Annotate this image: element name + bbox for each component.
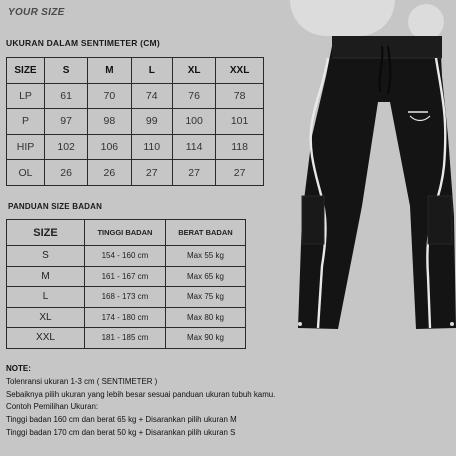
table-header-cell: SIZE [7,220,85,246]
row-label: OL [7,160,45,186]
table-cell: 76 [172,83,215,109]
table-cell: 97 [45,109,88,135]
table-cell: 118 [216,134,264,160]
row-label: XL [7,307,85,328]
table-cell: 154 - 160 cm [85,246,166,267]
row-label: LP [7,83,45,109]
table-cell: 100 [172,109,215,135]
table-cell: 168 - 173 cm [85,287,166,308]
row-label: HIP [7,134,45,160]
table-header-cell: XXL [216,58,264,84]
notes-section [6,363,452,440]
table-cell: 102 [45,134,88,160]
background-decoration-circle [408,4,444,40]
table-header-cell: BERAT BADAN [165,220,245,246]
table-header-cell: M [88,58,131,84]
table-header-row [7,220,246,246]
size-chart-title: UKURAN DALAM SENTIMETER (CM) [6,38,160,48]
table-cell: 181 - 185 cm [85,328,166,349]
table-row [7,266,246,287]
table-cell: 161 - 167 cm [85,266,166,287]
table-cell: Max 80 kg [165,307,245,328]
note-line: Contoh Pemilihan Ukuran: [6,402,99,412]
table-header-cell: S [45,58,88,84]
table-cell: 106 [88,134,131,160]
body-guide-table [6,219,246,349]
background-decoration [290,0,395,36]
note-line: Tolenransi ukuran 1-3 cm ( SENTIMETER ) [6,376,158,386]
table-cell: 74 [131,83,172,109]
table-cell: 61 [45,83,88,109]
table-row [7,328,246,349]
row-label: L [7,287,85,308]
table-row [7,109,264,135]
table-cell: 110 [131,134,172,160]
table-cell: Max 90 kg [165,328,245,349]
table-row [7,134,264,160]
table-header-cell: TINGGI BADAN [85,220,166,246]
table-cell: Max 65 kg [165,266,245,287]
page-header: YOUR SIZE [8,7,65,18]
table-header-cell: SIZE [7,58,45,84]
table-cell: 99 [131,109,172,135]
row-label: S [7,246,85,267]
table-cell: 27 [216,160,264,186]
note-line: Sebaiknya pilih ukuran yang lebih besar sesuai panduan ukuran tubuh kamu. [6,389,276,399]
row-label: P [7,109,45,135]
table-row [7,83,264,109]
table-cell: 26 [45,160,88,186]
body-guide-title: PANDUAN SIZE BADAN [8,202,103,211]
table-cell: 114 [172,134,215,160]
table-cell: 70 [88,83,131,109]
notes-title: NOTE: [6,364,31,373]
table-cell: 26 [88,160,131,186]
table-header-cell: L [131,58,172,84]
table-cell: Max 75 kg [165,287,245,308]
table-cell: 27 [172,160,215,186]
note-line: Tinggi badan 160 cm dan berat 65 kg + Disarankan pilih ukuran M [6,415,237,425]
table-header-row [7,58,264,84]
table-row [7,160,264,186]
table-cell: 27 [131,160,172,186]
table-cell: 98 [88,109,131,135]
table-cell: 78 [216,83,264,109]
table-cell: Max 55 kg [165,246,245,267]
table-header-cell: XL [172,58,215,84]
size-chart-table [6,57,264,186]
table-cell: 174 - 180 cm [85,307,166,328]
row-label: M [7,266,85,287]
table-cell: 101 [216,109,264,135]
table-row [7,287,246,308]
note-line: Tinggi badan 170 cm dan berat 50 kg + Disarankan pilih ukuran S [6,427,236,437]
cargo-pants-image [292,36,456,332]
table-row [7,246,246,267]
table-row [7,307,246,328]
row-label: XXL [7,328,85,349]
